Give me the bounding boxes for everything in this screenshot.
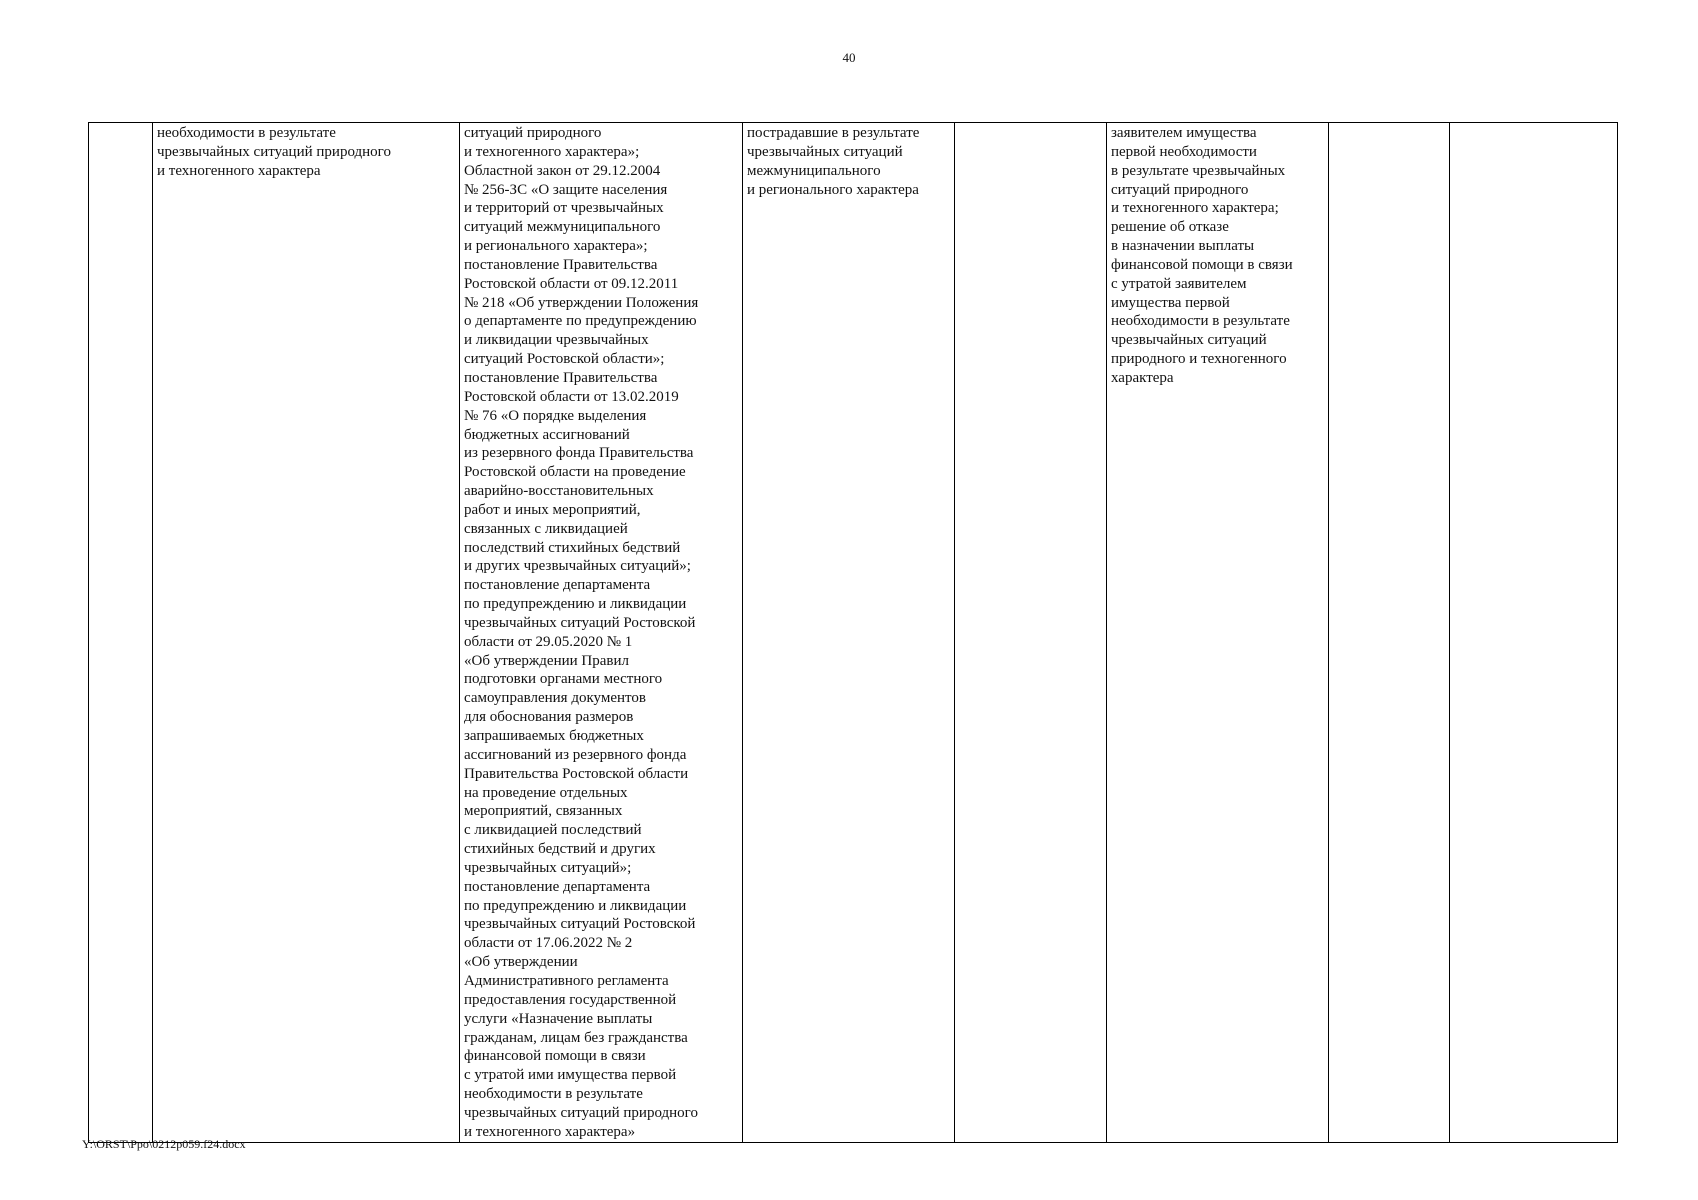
table-cell-col-6: заявителем имущества первой необходимости в результате чрезвычайных ситуаций природного и техногенного характера; решение об отказе в назначении выплаты финансовой помощи в связи с утратой заявителем имущества первой необходимости в результате чрезвычайных ситуаций природного и техногенного характера (1107, 123, 1329, 1143)
table-cell-col-8 (1450, 123, 1618, 1143)
table-cell-col-7 (1329, 123, 1450, 1143)
table-cell-col-5 (955, 123, 1107, 1143)
table-cell-col-2: необходимости в результате чрезвычайных ситуаций природного и техногенного характера (153, 123, 460, 1143)
document-table (88, 122, 1618, 1143)
table-cell-col-1 (89, 123, 153, 1143)
table-cell-col-4: пострадавшие в результате чрезвычайных ситуаций межмуниципального и регионального характера (743, 123, 955, 1143)
table-row (89, 123, 1618, 1143)
page-number: 40 (842, 50, 856, 65)
table-cell-col-3: ситуаций природного и техногенного характера»; Областной закон от 29.12.2004 № 256-ЗС «О защите населения и территорий от чрезвычайных ситуаций межмуниципального и регионального характера»; постановление Правительства Ростовской области от 09.12.2011 № 218 «Об утверждении Положения о департаменте по предупреждению и ликвидации чрезвычайных ситуаций Ростовской области»; постановление Правительства Ростовской области от 13.02.2019 № 76 «О порядке выделения бюджетных ассигнований из резервного фонда Правительства Ростовской области на проведение аварийно-восстановительных работ и иных мероприятий, связанных с ликвидацией последствий стихийных бедствий и других чрезвычайных ситуаций»; постановление департамента по предупреждению и ликвидации чрезвычайных ситуаций Ростовской области от 29.05.2020 № 1 «Об утверждении Правил подготовки органами местного самоуправления документов для обоснования размеров запрашиваемых бюджетных ассигнований из резервного фонда Правительства Ростовской области на проведение отдельных мероприятий, связанных с ликвидацией последствий стихийных бедствий и других чрезвычайных ситуаций»; постановление департамента по предупреждению и ликвидации чрезвычайных ситуаций Ростовской области от 17.06.2022 № 2 «Об утверждении Административного регламента предоставления государственной услуги «Назначение выплаты гражданам, лицам без гражданства финансовой помощи в связи с утратой ими имущества первой необходимости в результате чрезвычайных ситуаций природного и техногенного характера» (460, 123, 743, 1143)
footer-file-path: Y:\ORST\Ppo\0212p059.f24.docx (82, 1137, 246, 1151)
